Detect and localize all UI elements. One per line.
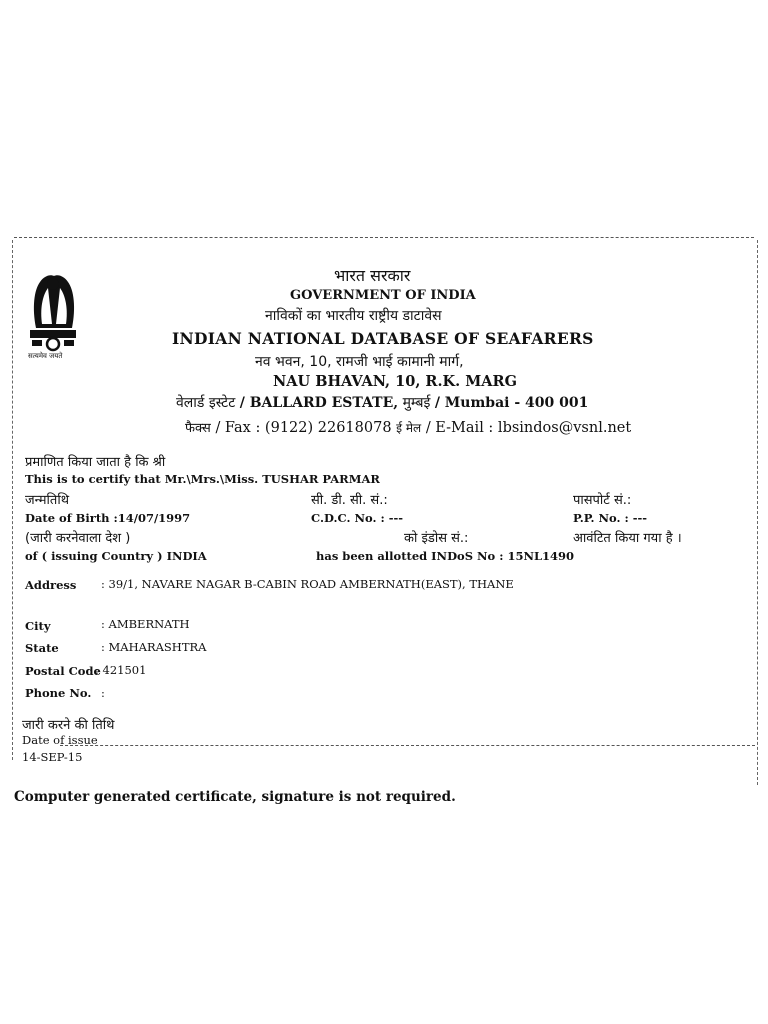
emblem-motto: सत्यमेव जयते — [28, 352, 63, 360]
passport-number: P.P. No. : --- — [573, 511, 648, 525]
border-left — [12, 240, 13, 760]
government-title: GOVERNMENT OF INDIA — [290, 288, 476, 303]
border-right — [757, 240, 758, 785]
fax: / Fax : (9122) 22618078 — [215, 420, 392, 436]
dob-hindi: जन्मतिथि — [25, 493, 70, 508]
hindi-fax: फैक्स — [185, 421, 211, 436]
indos-hindi: को इंडोस सं.: — [404, 531, 469, 546]
postal-code-label: Postal Code — [25, 664, 101, 678]
address-value: : 39/1, NAVARE NAGAR B-CABIN ROAD AMBERNATH(EAST), THANE — [101, 577, 514, 591]
border-bottom — [60, 745, 755, 746]
estate-line — [176, 393, 588, 412]
issue-date-value: 14-SEP-15 — [22, 750, 83, 764]
hindi-database: नाविकों का भारतीय राष्ट्रीय डाटावेस — [265, 308, 442, 324]
city-label: City — [25, 619, 51, 633]
contact-line — [185, 418, 631, 436]
issue-date-label: Date of issue — [22, 733, 98, 747]
hindi-government: भारत सरकार — [334, 266, 411, 285]
cdc-number: C.D.C. No. : --- — [311, 511, 404, 525]
building-address: NAU BHAVAN, 10, R.K. MARG — [273, 373, 517, 390]
phone-value: : — [101, 686, 105, 700]
hindi-city: मुम्बई — [402, 395, 431, 411]
city-value: : AMBERNATH — [101, 617, 190, 631]
national-emblem-icon — [22, 268, 86, 362]
state-label: State — [25, 641, 59, 655]
city-pin: / Mumbai - 400 001 — [434, 395, 589, 411]
hindi-email: ई मेल — [396, 421, 422, 435]
country-hindi: (जारी करनेवाला देश ) — [25, 531, 131, 546]
issuing-country: of ( issuing Country ) INDIA — [25, 549, 207, 563]
passport-hindi: पासपोर्ट सं.: — [573, 493, 632, 508]
certify-hindi: प्रमाणित किया जाता है कि श्री — [25, 455, 166, 470]
postal-code-value: : 421501 — [95, 663, 147, 677]
footer-note: Computer generated certificate, signature is not required. — [14, 789, 456, 805]
allotted-hindi: आवंटित किया गया है । — [573, 531, 682, 546]
border-top — [14, 237, 754, 238]
indos-number: has been allotted INDoS No : 15NL1490 — [316, 549, 575, 563]
certify-english: This is to certify that Mr.\Mrs.\Miss. TUSHAR PARMAR — [25, 472, 380, 486]
estate: / BALLARD ESTATE, — [239, 395, 399, 411]
issue-date-hindi: जारी करने की तिथि — [22, 718, 115, 733]
date-of-birth: Date of Birth :14/07/1997 — [25, 511, 191, 525]
state-value: : MAHARASHTRA — [101, 640, 207, 654]
phone-label: Phone No. — [25, 686, 92, 700]
database-title: INDIAN NATIONAL DATABASE OF SEAFARERS — [172, 329, 594, 348]
cdc-hindi: सी. डी. सी. सं.: — [311, 493, 388, 508]
hindi-estate: वेलार्ड इस्टेट — [176, 395, 236, 411]
address-label: Address — [25, 578, 77, 592]
email: / E-Mail : lbsindos@vsnl.net — [425, 420, 632, 436]
hindi-building: नव भवन, 10, रामजी भाई कामानी मार्ग, — [255, 354, 464, 370]
